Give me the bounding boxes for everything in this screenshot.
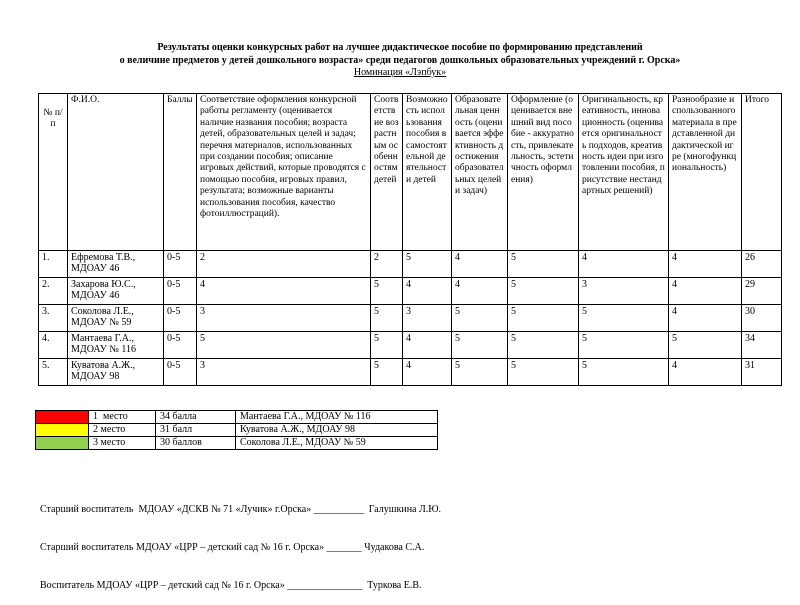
document-title-line-2: о величине предметов у детей дошкольного возраста» среди педагогов дошкольных образовательных учреждений г. Орска» — [119, 55, 681, 66]
results-table — [38, 93, 782, 386]
cell-score: 4 — [669, 305, 742, 332]
winners-legend-table — [35, 410, 438, 450]
cell-score: 5 — [579, 359, 669, 386]
cell-score: 3 — [197, 305, 371, 332]
table-header-row — [39, 94, 782, 251]
legend-name: Куватова А.Ж., МДОАУ 98 — [236, 424, 438, 437]
signature-name: Чудакова С.А. — [364, 541, 425, 553]
cell-num: 1. — [39, 251, 68, 278]
cell-score: 5 — [508, 332, 579, 359]
signature-name: Галушкина Л.Ю. — [368, 504, 442, 516]
cell-score: 4 — [403, 278, 452, 305]
cell-score: 5 — [371, 359, 403, 386]
cell-score: 3 — [403, 305, 452, 332]
header-criterion-educational-value: Образовательная ценность (оценивается эффективность достижения образовательных целей и задач) — [452, 94, 508, 251]
cell-num: 4. — [39, 332, 68, 359]
signature-blank: __________ — [313, 504, 364, 516]
cell-score: 5 — [452, 359, 508, 386]
cell-range: 0-5 — [164, 278, 197, 305]
legend-color-swatch — [36, 424, 89, 437]
cell-score: 5 — [403, 251, 452, 278]
cell-score: 4 — [403, 359, 452, 386]
cell-score: 4 — [452, 251, 508, 278]
cell-score: 5 — [508, 251, 579, 278]
cell-total: 26 — [742, 251, 782, 278]
signature-line — [40, 580, 441, 593]
cell-score: 5 — [579, 332, 669, 359]
cell-total: 31 — [742, 359, 782, 386]
signatures-block — [40, 479, 441, 605]
cell-score: 2 — [197, 251, 371, 278]
cell-score: 4 — [669, 251, 742, 278]
cell-num: 3. — [39, 305, 68, 332]
table-row — [39, 305, 782, 332]
cell-score: 5 — [579, 305, 669, 332]
nomination-label: Номинация «Лэпбук» — [353, 67, 447, 78]
cell-total: 29 — [742, 278, 782, 305]
legend-points: 30 баллов — [156, 437, 236, 450]
legend-points: 34 балла — [156, 411, 236, 424]
header-criterion-regulation: Соответствие оформления конкурсной работы регламенту (оценивается наличие названия пособия; возраста детей, образовательных целей и задач; перечня материалов, использованных при создании пособия; описание игровых действий, которые проводятся с помощью пособия, игровых правил, результата; возможные варианты использования пособия, качество фотоиллюстраций). — [197, 94, 371, 251]
cell-score: 5 — [508, 278, 579, 305]
signature-name: Туркова Е.В. — [367, 579, 422, 591]
signature-line — [40, 542, 441, 555]
legend-color-swatch — [36, 437, 89, 450]
header-criterion-design: Оформление (оценивается внешний вид пособие - аккуратность, привлекательность, эстетичность оформления) — [508, 94, 579, 251]
signature-line — [40, 504, 441, 517]
cell-score: 4 — [197, 278, 371, 305]
cell-score: 5 — [371, 278, 403, 305]
cell-fio: Куватова А.Ж., МДОАУ 98 — [68, 359, 164, 386]
signature-role: Старший воспитатель МДОАУ «ЦРР – детский сад № 16 г. Орска» — [40, 541, 325, 553]
cell-score: 5 — [371, 305, 403, 332]
cell-score: 3 — [197, 359, 371, 386]
cell-range: 0-5 — [164, 251, 197, 278]
cell-range: 0-5 — [164, 359, 197, 386]
cell-score: 2 — [371, 251, 403, 278]
cell-score: 4 — [452, 278, 508, 305]
cell-score: 5 — [508, 359, 579, 386]
legend-name: Соколова Л.Е., МДОАУ № 59 — [236, 437, 438, 450]
legend-row-third-place — [36, 437, 438, 450]
header-total: Итого — [742, 94, 782, 251]
cell-score: 5 — [508, 305, 579, 332]
cell-fio: Соколова Л.Е., МДОАУ № 59 — [68, 305, 164, 332]
header-points: Баллы — [164, 94, 197, 251]
cell-score: 5 — [452, 332, 508, 359]
cell-total: 34 — [742, 332, 782, 359]
legend-row-second-place — [36, 424, 438, 437]
signature-blank: _______ — [326, 541, 362, 553]
cell-fio: Захарова Ю.С., МДОАУ 46 — [68, 278, 164, 305]
signature-role: Воспитатель МДОАУ «ЦРР – детский сад № 16 г. Орска» — [40, 579, 285, 591]
cell-range: 0-5 — [164, 305, 197, 332]
header-fio: Ф.И.О. — [68, 94, 164, 251]
legend-name: Мантаева Г.А., МДОАУ № 116 — [236, 411, 438, 424]
header-criterion-originality: Оригинальность, креативность, инновационность (оценивается оригинальность подходов, креативность идеи при изготовлении пособия, присутствие нестандартных решений) — [579, 94, 669, 251]
cell-score: 5 — [452, 305, 508, 332]
cell-score: 4 — [669, 359, 742, 386]
cell-num: 5. — [39, 359, 68, 386]
cell-score: 3 — [579, 278, 669, 305]
table-row — [39, 332, 782, 359]
cell-score: 4 — [579, 251, 669, 278]
cell-range: 0-5 — [164, 332, 197, 359]
table-row — [39, 359, 782, 386]
cell-score: 4 — [669, 278, 742, 305]
cell-score: 5 — [669, 332, 742, 359]
cell-score: 4 — [403, 332, 452, 359]
cell-num: 2. — [39, 278, 68, 305]
document-title-line-1: Результаты оценки конкурсных работ на лучшее дидактическое пособие по формированию представлений — [157, 42, 643, 53]
table-row — [39, 278, 782, 305]
cell-score: 5 — [371, 332, 403, 359]
legend-color-swatch — [36, 411, 89, 424]
legend-points: 31 балл — [156, 424, 236, 437]
cell-fio: Мантаева Г.А., МДОАУ № 116 — [68, 332, 164, 359]
signature-role: Старший воспитатель МДОАУ «ДСКВ № 71 «Лучик» г.Орска» — [40, 504, 312, 516]
header-criterion-material-variety: Разнообразие использованного материала в представленной дидактической игре (многофункциональность) — [669, 94, 742, 251]
header-criterion-age: Соответствие возрастным особенностям детей — [371, 94, 403, 251]
cell-score: 5 — [197, 332, 371, 359]
header-criterion-independent-use: Возможность использования пособия в самостоятельной деятельности детей — [403, 94, 452, 251]
legend-place: 1 место — [89, 411, 156, 424]
cell-total: 30 — [742, 305, 782, 332]
legend-row-first-place — [36, 411, 438, 424]
legend-place: 2 место — [89, 424, 156, 437]
table-row — [39, 251, 782, 278]
cell-fio: Ефремова Т.В., МДОАУ 46 — [68, 251, 164, 278]
header-num: № п/п — [39, 94, 68, 251]
legend-place: 3 место — [89, 437, 156, 450]
signature-blank: _______________ — [287, 579, 363, 591]
